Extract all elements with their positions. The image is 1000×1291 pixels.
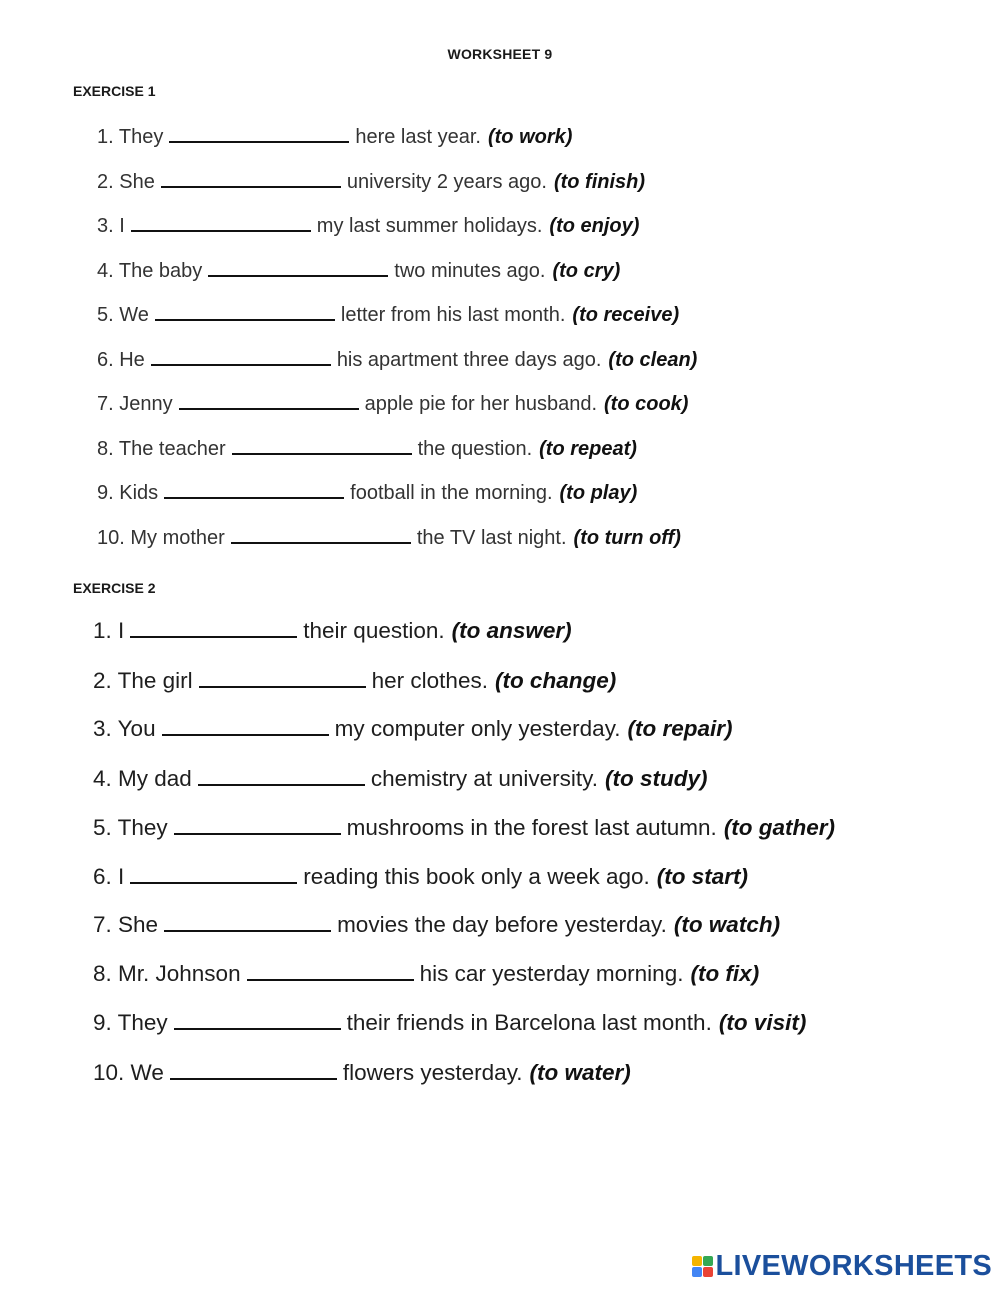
item-text: their question. [303, 618, 445, 643]
item-prefix: 6. He [97, 349, 145, 371]
exercise-1-heading: EXERCISE 1 [73, 83, 156, 99]
exercise-1-item [97, 126, 572, 149]
item-text: his car yesterday morning. [419, 961, 684, 986]
verb-hint: (to answer) [451, 618, 572, 643]
exercise-2-item [93, 716, 733, 742]
exercise-2-item [93, 1060, 631, 1086]
item-prefix: 9. They [93, 1010, 168, 1035]
item-prefix: 10. We [93, 1060, 164, 1085]
answer-blank[interactable] [162, 733, 329, 736]
item-text: here last year. [355, 126, 481, 148]
answer-blank[interactable] [208, 274, 388, 277]
item-text: the TV last night. [416, 527, 567, 549]
item-text: apple pie for her husband. [364, 393, 598, 415]
verb-hint: (to receive) [572, 304, 680, 326]
verb-hint: (to watch) [673, 912, 781, 937]
exercise-1-item [97, 171, 645, 194]
item-prefix: 7. She [93, 912, 159, 937]
answer-blank[interactable] [130, 881, 297, 884]
verb-hint: (to cry) [552, 260, 621, 282]
answer-blank[interactable] [131, 229, 311, 232]
item-prefix: 5. They [93, 815, 168, 840]
item-prefix: 8. Mr. Johnson [93, 961, 241, 986]
answer-blank[interactable] [170, 1077, 337, 1080]
item-prefix: 6. I [93, 864, 125, 889]
item-text: my computer only yesterday. [334, 716, 621, 741]
item-prefix: 10. My mother [97, 527, 225, 549]
answer-blank[interactable] [231, 541, 411, 544]
exercise-2-item [93, 618, 572, 644]
verb-hint: (to gather) [723, 815, 836, 840]
item-text: reading this book only a week ago. [303, 864, 650, 889]
item-prefix: 1. They [97, 126, 164, 148]
item-prefix: 1. I [93, 618, 125, 643]
exercise-2-item [93, 815, 835, 841]
verb-hint: (to start) [656, 864, 749, 889]
item-prefix: 4. The baby [97, 260, 203, 282]
item-text: his apartment three days ago. [336, 349, 602, 371]
answer-blank[interactable] [155, 318, 335, 321]
verb-hint: (to cook) [604, 393, 689, 415]
exercise-1-item [97, 304, 679, 327]
verb-hint: (to play) [559, 482, 638, 504]
item-text: two minutes ago. [394, 260, 546, 282]
answer-blank[interactable] [247, 978, 414, 981]
verb-hint: (to water) [529, 1060, 631, 1085]
item-text: movies the day before yesterday. [337, 912, 667, 937]
exercise-2-item [93, 766, 707, 792]
item-text: football in the morning. [350, 482, 553, 504]
verb-hint: (to clean) [608, 349, 698, 371]
verb-hint: (to finish) [553, 171, 646, 193]
item-prefix: 2. She [97, 171, 155, 193]
item-text: my last summer holidays. [316, 215, 543, 237]
verb-hint: (to fix) [690, 961, 760, 986]
item-prefix: 3. I [97, 215, 125, 237]
exercise-2-item [93, 912, 780, 938]
answer-blank[interactable] [151, 363, 331, 366]
item-text: flowers yesterday. [342, 1060, 523, 1085]
item-text: chemistry at university. [370, 766, 598, 791]
item-text: her clothes. [371, 668, 488, 693]
verb-hint: (to work) [487, 126, 573, 148]
item-text: their friends in Barcelona last month. [346, 1010, 712, 1035]
item-prefix: 2. The girl [93, 668, 193, 693]
logo-blocks-icon [692, 1256, 713, 1277]
exercise-1-item [97, 438, 637, 461]
answer-blank[interactable] [174, 1027, 341, 1030]
answer-blank[interactable] [199, 685, 366, 688]
answer-blank[interactable] [130, 635, 297, 638]
answer-blank[interactable] [179, 407, 359, 410]
answer-blank[interactable] [164, 496, 344, 499]
answer-blank[interactable] [164, 929, 331, 932]
exercise-2-item [93, 1010, 806, 1036]
answer-blank[interactable] [161, 185, 341, 188]
item-prefix: 9. Kids [97, 482, 159, 504]
answer-blank[interactable] [198, 783, 365, 786]
exercise-2-item [93, 864, 748, 890]
item-prefix: 7. Jenny [97, 393, 173, 415]
item-text: university 2 years ago. [346, 171, 547, 193]
exercise-2-item [93, 668, 616, 694]
exercise-1-item [97, 260, 620, 283]
page-title: WORKSHEET 9 [447, 46, 553, 62]
exercise-1-item [97, 482, 637, 505]
verb-hint: (to change) [494, 668, 617, 693]
answer-blank[interactable] [232, 452, 412, 455]
item-prefix: 4. My dad [93, 766, 192, 791]
item-prefix: 5. We [97, 304, 149, 326]
item-text: the question. [417, 438, 533, 460]
item-prefix: 8. The teacher [97, 438, 226, 460]
verb-hint: (to repeat) [539, 438, 637, 460]
exercise-2-item [93, 961, 759, 987]
answer-blank[interactable] [169, 140, 349, 143]
logo-text: LIVEWORKSHEETS [715, 1250, 992, 1282]
verb-hint: (to enjoy) [549, 215, 640, 237]
verb-hint: (to repair) [627, 716, 733, 741]
verb-hint: (to visit) [718, 1010, 807, 1035]
liveworksheets-logo [692, 1250, 993, 1283]
item-prefix: 3. You [93, 716, 156, 741]
verb-hint: (to turn off) [573, 527, 681, 549]
exercise-1-item [97, 349, 697, 372]
exercise-1-item [97, 215, 639, 238]
exercise-1-item [97, 393, 688, 416]
item-text: letter from his last month. [340, 304, 566, 326]
exercise-1-item [97, 527, 681, 550]
exercise-2-heading: EXERCISE 2 [73, 580, 156, 596]
answer-blank[interactable] [174, 832, 341, 835]
verb-hint: (to study) [604, 766, 708, 791]
item-text: mushrooms in the forest last autumn. [346, 815, 717, 840]
